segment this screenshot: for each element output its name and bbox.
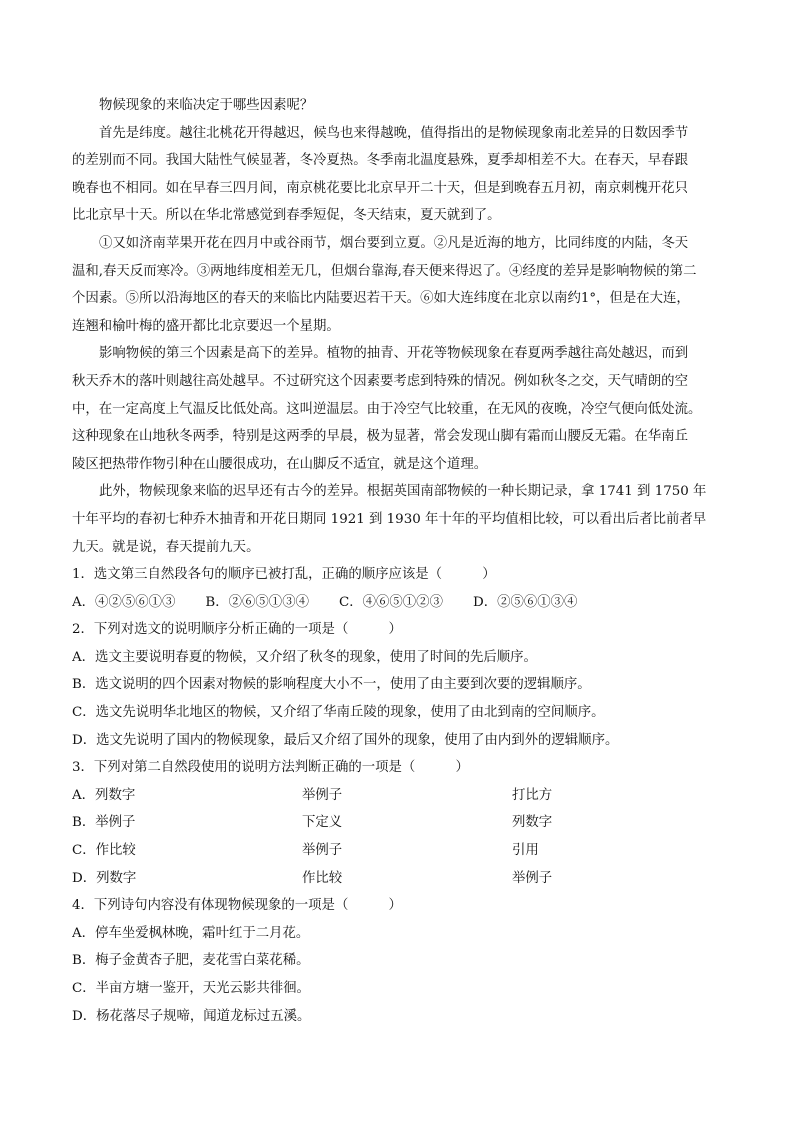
option-d: D．②⑤⑥①③④ xyxy=(472,594,578,610)
option-d: D．选文先说明了国内的物候现象，最后又介绍了国外的现象，使用了由内到外的逻辑顺序。 xyxy=(72,732,619,748)
options-row xyxy=(72,589,728,617)
paragraph-line: 影响物候的第三个因素是高下的差异。植物的抽青、开花等物候现象在春夏两季越往高处越迟，而到 xyxy=(99,346,689,362)
paragraph-line: 九天。就是说，春天提前九天。 xyxy=(72,539,260,555)
option-a: A．④②⑤⑥①③ xyxy=(72,594,176,610)
option-row-c xyxy=(72,837,728,865)
question-2 xyxy=(72,616,728,754)
paragraph-line: 连翘和榆叶梅的盛开都比北京要迟一个星期。 xyxy=(72,318,340,334)
option-cell: 举例子 xyxy=(302,843,343,859)
option-cell: 举例子 xyxy=(302,787,343,803)
option-a: A．停车坐爱枫林晚，霜叶红于二月花。 xyxy=(72,925,310,941)
option-a: A．选文主要说明春夏的物候，又介绍了秋冬的现象，使用了时间的先后顺序。 xyxy=(72,649,537,665)
question-4 xyxy=(72,892,728,1030)
option-cell: C．作比较 xyxy=(72,843,136,859)
option-cell: 打比方 xyxy=(512,787,553,803)
paragraph-line: 的差别而不同。我国大陆性气候显著，冬冷夏热。冬季南北温度悬殊，夏季却相差不大。在春天，早春跟 xyxy=(72,153,688,169)
paragraph-4 xyxy=(72,478,728,561)
option-row-d xyxy=(72,865,728,893)
exam-page xyxy=(72,92,728,1030)
option-c: C．选文先说明华北地区的物候，又介绍了华南丘陵的现象，使用了由北到南的空间顺序。 xyxy=(72,705,605,721)
paragraph-2 xyxy=(72,230,728,340)
question-stem: 2．下列对选文的说明顺序分析正确的一项是（ ） xyxy=(72,622,402,638)
paragraph-line: 温和,春天反而寒冷。③两地纬度相差无几，但烟台靠海,春天便来得迟了。④经度的差异是影响物候的第二 xyxy=(72,263,697,279)
option-cell: B．举例子 xyxy=(72,815,136,831)
paragraph-line: 比北京早十天。所以在华北常感觉到春季短促，冬天结束，夏天就到了。 xyxy=(72,208,501,224)
option-cell: 列数字 xyxy=(512,815,553,831)
option-d: D．杨花落尽子规啼，闻道龙标过五溪。 xyxy=(72,1008,311,1024)
paragraph-line: 十年平均的春初七种乔木抽青和开花日期同 1921 到 1930 年十年的平均值相比较，可以看出后者比前者早 xyxy=(72,511,707,527)
option-cell: 作比较 xyxy=(302,870,343,886)
option-b: B．②⑥⑤①③④ xyxy=(205,594,309,610)
option-b: B．梅子金黄杏子肥，麦花雪白菜花稀。 xyxy=(72,953,310,969)
question-3 xyxy=(72,754,728,892)
paragraph-line: 晚春也不相同。如在早春三四月间，南京桃花要比北京早开二十天，但是到晚春五月初，南京刺槐开花只 xyxy=(72,180,688,196)
paragraph-1 xyxy=(72,120,728,230)
option-b: B．选文说明的四个因素对物候的影响程度大小不一，使用了由主要到次要的逻辑顺序。 xyxy=(72,677,591,693)
paragraph-line: 秋天乔木的落叶则越往高处越早。不过研究这个因素要考虑到特殊的情况。例如秋冬之交，天气晴朗的空 xyxy=(72,373,688,389)
question-stem: 1．选文第三自然段各句的顺序已被打乱，正确的顺序应该是（ ） xyxy=(72,567,496,583)
question-1 xyxy=(72,561,728,616)
paragraph-3 xyxy=(72,340,728,478)
question-stem: 4．下列诗句内容没有体现物候现象的一项是（ ） xyxy=(72,898,402,914)
paragraph-line: 陵区把热带作物引种在山腰很成功，在山脚反不适宜，就是这个道理。 xyxy=(72,456,488,472)
paragraph-line: 中，在一定高度上气温反比低处高。这叫逆温层。由于冷空气比较重，在无风的夜晚，冷空气便向低处流。 xyxy=(72,401,702,417)
option-cell: 引用 xyxy=(512,843,539,859)
paragraph-line: 此外，物候现象来临的迟早还有古今的差异。根据英国南部物候的一种长期记录，拿 1741 到 1750 年 xyxy=(99,484,707,500)
option-row-a xyxy=(72,782,728,810)
question-stem: 3．下列对第二自然段使用的说明方法判断正确的一项是（ ） xyxy=(72,760,469,776)
option-c: C．半亩方塘一鉴开，天光云影共徘徊。 xyxy=(72,981,310,996)
paragraph-line: 首先是纬度。越往北桃花开得越迟，候鸟也来得越晚，值得指出的是物候现象南北差异的日数因季节 xyxy=(99,125,689,141)
paragraph-line: 个因素。⑤所以沿海地区的春天的来临比内陆要迟若干天。⑥如大连纬度在北京以南约1°，但是在大连， xyxy=(72,291,690,307)
option-cell: 下定义 xyxy=(302,815,343,831)
option-cell: 举例子 xyxy=(512,870,553,886)
option-cell: A．列数字 xyxy=(72,787,136,803)
option-row-b xyxy=(72,809,728,837)
paragraph-line: 这种现象在山地秋冬两季，特别是这两季的早晨，极为显著，常会发现山脚有霜而山腰反无霜。在华南丘 xyxy=(72,429,688,445)
option-c: C．④⑥⑤①②③ xyxy=(338,594,443,610)
paragraph-line: ①又如济南苹果开花在四月中或谷雨节，烟台要到立夏。②凡是近海的地方，比同纬度的内陆，冬天 xyxy=(99,235,689,251)
option-cell: D．列数字 xyxy=(72,870,137,886)
passage-heading: 物候现象的来临决定于哪些因素呢？ xyxy=(99,98,314,113)
